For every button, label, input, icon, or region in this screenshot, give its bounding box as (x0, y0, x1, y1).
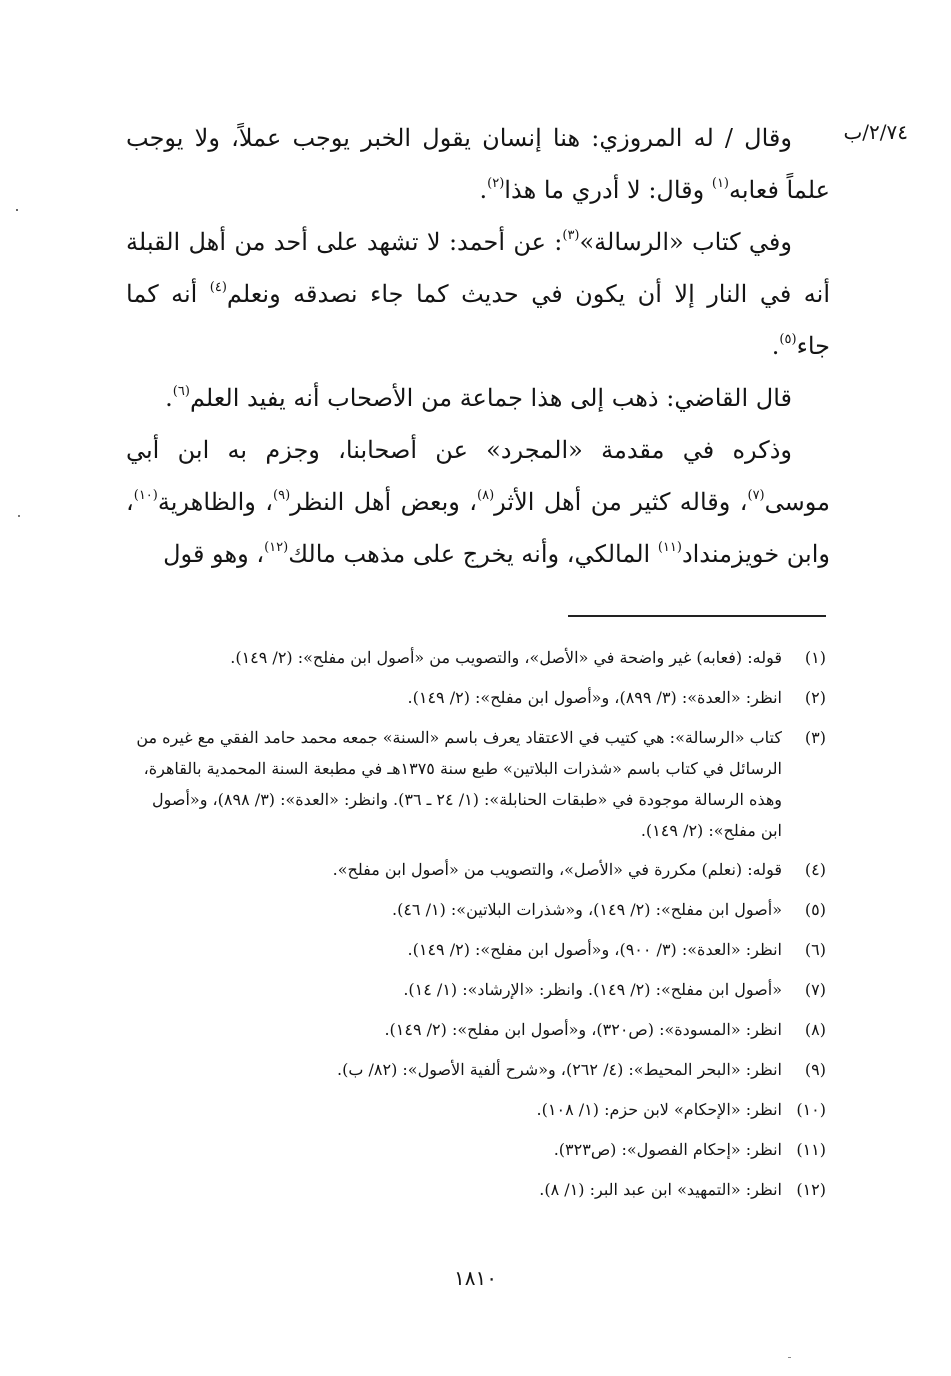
footnote-text: انظر: «إحكام الفصول»: (ص٣٢٣). (553, 1140, 782, 1159)
text-run: وفي كتاب «الرسالة» (579, 228, 792, 256)
footnote-number: (٥) (804, 900, 826, 919)
footnote-item (126, 850, 826, 890)
footnote-item (126, 1130, 826, 1170)
footnote-reference[interactable]: (٦) (172, 384, 190, 399)
text-run: . (479, 176, 488, 204)
footnote-number: (١١) (796, 1140, 826, 1159)
footnote-text: انظر: «التمهيد» ابن عبد البر: (١/ ٨). (539, 1180, 782, 1199)
footnote-reference[interactable]: (٧) (747, 488, 765, 503)
footnotes (126, 638, 826, 1210)
scan-speck (788, 1357, 791, 1358)
text-run: قال القاضي: ذهب إلى هذا جماعة من الأصحاب أنه يفيد العلم (189, 384, 792, 412)
footnote-text: قوله: (نعلم) مكررة في «الأصل»، والتصويب من «أصول ابن مفلح». (332, 860, 782, 879)
scan-speck (18, 515, 20, 517)
footnote-text: قوله: (فعابه) غير واضحة في «الأصل»، والتصويب من «أصول ابن مفلح»: (٢/ ١٤٩). (230, 648, 782, 667)
text-run: . (165, 384, 173, 412)
page-number: ١٨١٠ (454, 1266, 497, 1290)
footnote-text: انظر: «المسودة»: (ص٣٢٠)، و«أصول ابن مفلح»: (٢/ ١٤٩). (384, 1020, 782, 1039)
body-paragraph (126, 112, 830, 216)
footnote-number: (١) (804, 648, 826, 667)
text-run: وقال / له المروزي: هنا إنسان يقول الخبر يوجب عملاً، ولا يوجب علماً فعابه (126, 124, 830, 204)
footnote-item (126, 890, 826, 930)
text-run: . (771, 332, 780, 360)
footnote-item (126, 930, 826, 970)
footnote-number: (٢) (804, 688, 826, 707)
text-run: المالكي، وأنه يخرج على مذهب مالك (288, 540, 658, 568)
scan-speck (16, 209, 18, 211)
body-paragraph (126, 372, 830, 424)
footnote-item (126, 718, 826, 850)
footnote-number: (١٢) (796, 1180, 826, 1199)
footnote-reference[interactable]: (٩) (273, 488, 291, 503)
footnote-item (126, 678, 826, 718)
main-text (126, 112, 830, 580)
footnote-reference[interactable]: (٨) (477, 488, 495, 503)
footnote-number: (٧) (804, 980, 826, 999)
footnote-reference[interactable]: (٥) (779, 332, 797, 347)
footnote-text: انظر: «العدة»: (٣/ ٨٩٩)، و«أصول ابن مفلح»: (٢/ ١٤٩). (407, 688, 782, 707)
body-paragraph (126, 216, 830, 372)
footnote-item (126, 1170, 826, 1210)
footnote-number: (٨) (804, 1020, 826, 1039)
footnote-number: (٩) (804, 1060, 826, 1079)
footnote-text: «أصول ابن مفلح»: (٢/ ١٤٩). وانظر: «الإرشاد»: (١/ ١٤). (403, 980, 782, 999)
footnote-text: «أصول ابن مفلح»: (٢/ ١٤٩)، و«شذرات البلاتين»: (١/ ٤٦). (391, 900, 782, 919)
footnote-text: انظر: «الإحكام» لابن حزم: (١/ ١٠٨). (536, 1100, 782, 1119)
footnote-text: انظر: «البحر المحيط»: (٤/ ٢٦٢)، و«شرح ألفية الأصول»: (٨٢/ ب). (337, 1060, 782, 1079)
text-run: أنه كما جاء (126, 280, 830, 360)
footnote-item (126, 638, 826, 678)
footnote-reference[interactable]: (١٢) (264, 540, 289, 555)
text-run: ، وقاله كثير من أهل الأثر (494, 488, 748, 516)
footnote-item (126, 1010, 826, 1050)
text-run: ، وهو قول (163, 540, 265, 568)
text-run: وقال: لا أدري ما هذا (504, 176, 712, 204)
text-run: ، والظاهرية (157, 488, 274, 516)
footnote-number: (٤) (804, 860, 826, 879)
text-run: وذكره في مقدمة «المجرد» عن أصحابنا، وجزم به ابن أبي موسى (126, 436, 830, 516)
text-run: ، وابن خويزمنداد (126, 488, 830, 568)
footnote-number: (٦) (804, 940, 826, 959)
footnote-number: (١٠) (796, 1100, 826, 1119)
footnote-reference[interactable]: (٣) (562, 228, 580, 243)
manuscript-margin-reference: ٢/٧٤/ب (843, 120, 908, 144)
text-run: ، وبعض أهل النظر (290, 488, 478, 516)
footnote-reference[interactable]: (٤) (209, 280, 227, 295)
footnote-reference[interactable]: (١١) (657, 540, 682, 555)
footnote-item (126, 970, 826, 1010)
footnote-item (126, 1050, 826, 1090)
footnote-reference[interactable]: (١) (711, 176, 729, 191)
footnote-item (126, 1090, 826, 1130)
footnote-reference[interactable]: (٢) (487, 176, 505, 191)
footnote-text: انظر: «العدة»: (٣/ ٩٠٠)، و«أصول ابن مفلح»: (٢/ ١٤٩). (407, 940, 782, 959)
text-run: : عن أحمد: لا تشهد على أحد من أهل القبلة أنه في النار إلا أن يكون في حديث كما جاء نصدقه ونعلم (126, 228, 830, 308)
footnote-reference[interactable]: (١٠) (133, 488, 158, 503)
footnote-separator (568, 615, 826, 617)
footnote-number: (٣) (804, 728, 826, 747)
footnote-text: كتاب «الرسالة»: هي كتيب في الاعتقاد يعرف باسم «السنة» جمعه محمد حامد الفقي مع غيره من الرسائل في كتاب باسم «شذرات البلاتين» طبع سنة ١٣٧٥هـ في مطبعة السنة المحمدية بالقاهرة، وهذه الرسالة موجودة في «طبقات الحنابلة»: (١/ ٢٤ ـ ٣٦). وانظر: «العدة»: (٣/ ٨٩٨)، و«أصول ابن مفلح»: (٢/ ١٤٩). (136, 728, 782, 840)
body-paragraph (126, 424, 830, 580)
